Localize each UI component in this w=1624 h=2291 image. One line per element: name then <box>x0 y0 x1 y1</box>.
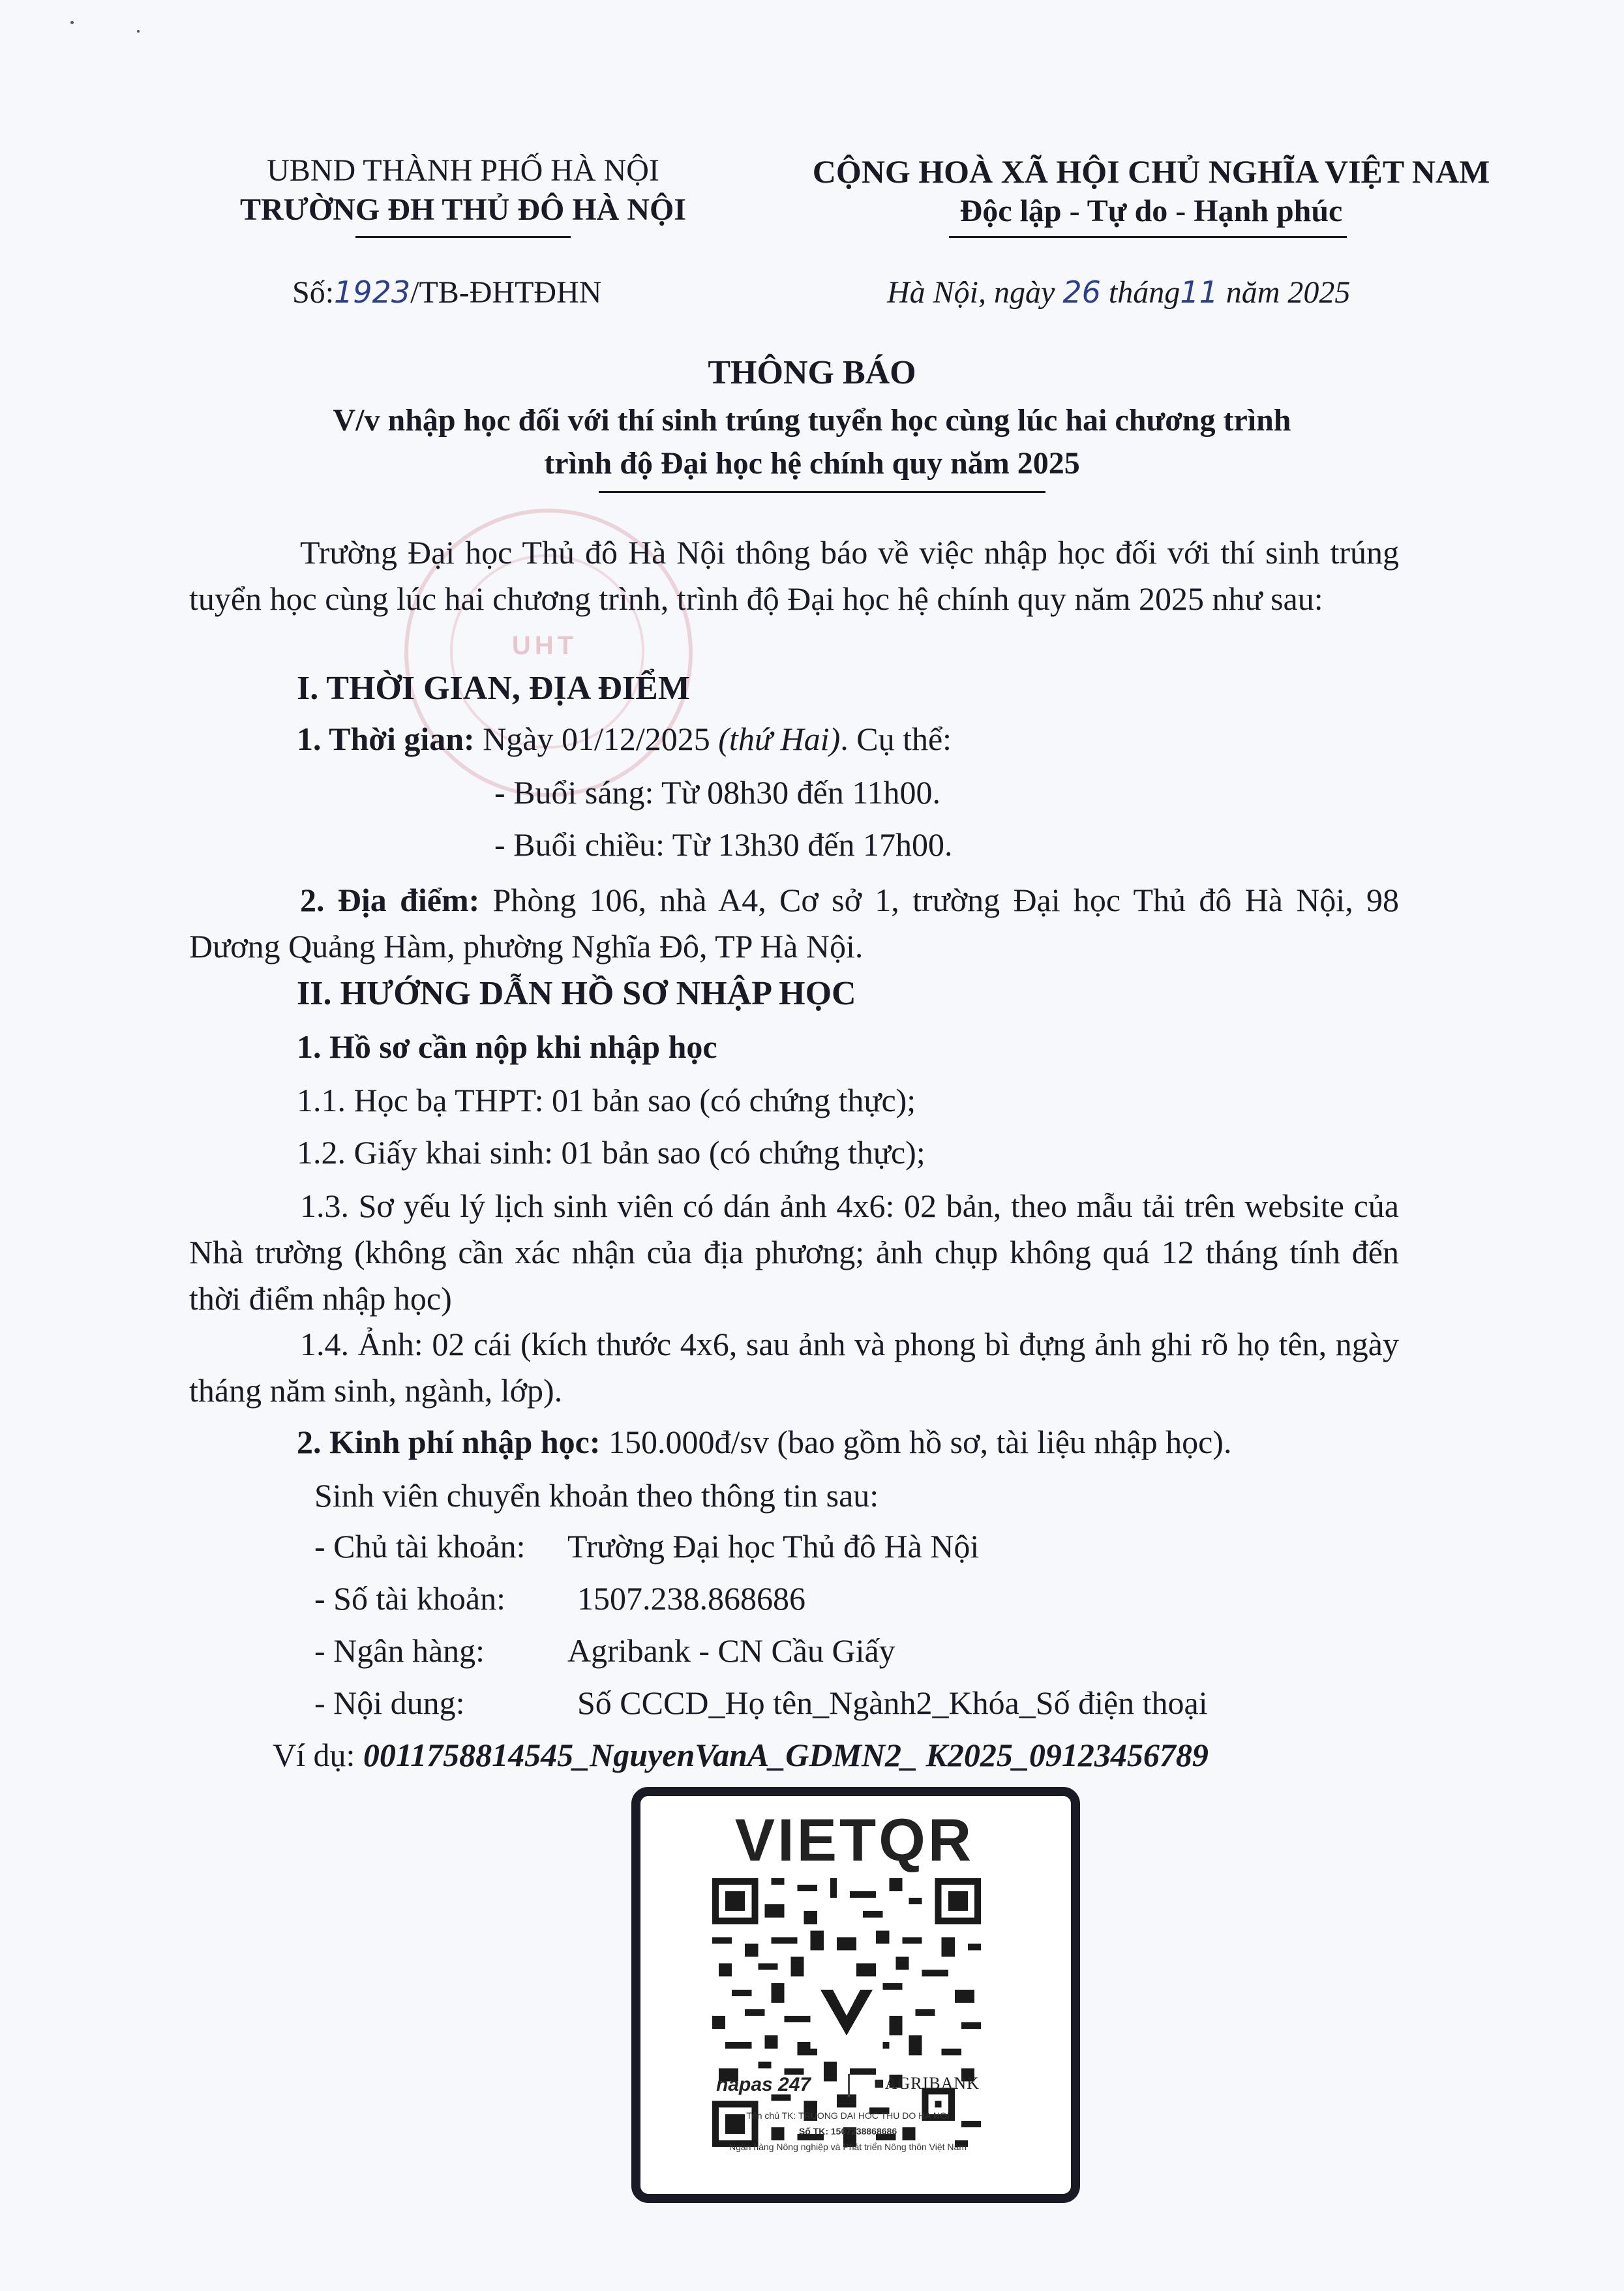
doc-item-2: 1.2. Giấy khai sinh: 01 bản sao (có chứng thực); <box>297 1134 925 1171</box>
doc-number: Số:1923/TB-ĐHTĐHN <box>292 275 602 310</box>
account-owner: Trường Đại học Thủ đô Hà Nội <box>567 1528 980 1565</box>
motto: Độc lập - Tự do - Hạnh phúc <box>959 194 1343 228</box>
scan-speck <box>70 21 74 24</box>
notice-title: THÔNG BÁO <box>708 354 916 391</box>
bank-name: Agribank - CN Cầu Giấy <box>567 1632 895 1669</box>
doc-number-handwritten: 1923 <box>334 275 411 310</box>
docs-heading: 1. Hồ sơ cần nộp khi nhập học <box>297 1028 717 1065</box>
fee-line: 2. Kinh phí nhập học: 150.000đ/sv (bao gồm hồ sơ, tài liệu nhập học). <box>297 1424 1232 1460</box>
transfer-intro: Sinh viên chuyển khoản theo thông tin sau: <box>314 1477 879 1514</box>
content-label: - Nội dung: <box>314 1685 465 1721</box>
scan-speck <box>137 30 140 33</box>
logo-divider <box>848 2074 850 2097</box>
issue-date: Hà Nội, ngày 26 tháng11 năm 2025 <box>887 275 1351 310</box>
bank-label: - Ngân hàng: <box>314 1632 485 1669</box>
nation-title: CỘNG HOÀ XÃ HỘI CHỦ NGHĨA VIỆT NAM <box>812 153 1490 190</box>
title-underline <box>599 491 1045 493</box>
header-right <box>770 151 1533 231</box>
seal-stamp-text: UHT <box>511 631 578 660</box>
example-line: Ví dụ: 0011758814545_NguyenVanA_GDMN2_ K2025_09123456789 <box>273 1737 1209 1773</box>
morning-time: - Buổi sáng: Từ 08h30 đến 11h00. <box>494 774 941 811</box>
agribank-logo: ■AGRIBANK <box>874 2074 980 2093</box>
header-left <box>189 151 737 230</box>
qr-account-line: Số TK: 1507238868686 <box>798 2126 897 2136</box>
doc-item-1: 1.1. Học bạ THPT: 01 bản sao (có chứng thực); <box>297 1082 916 1118</box>
agribank-icon: ■ <box>874 2074 885 2093</box>
qr-owner-line: Tên chủ TK: TRUONG DAI HOC THU DO HA NOI <box>746 2110 950 2121</box>
account-owner-label: - Chủ tài khoản: <box>314 1528 526 1565</box>
vietqr-logo: VIETQR <box>734 1807 974 1874</box>
account-number-label: - Số tài khoản: <box>314 1580 506 1617</box>
account-number: 1507.238.868686 <box>577 1580 805 1617</box>
transfer-content: Số CCCD_Họ tên_Ngành2_Khóa_Số điện thoại <box>577 1685 1208 1721</box>
motto-underline <box>949 236 1347 238</box>
place-paragraph: 2. Địa điểm: Phòng 106, nhà A4, Cơ sở 1, trường Đại học Thủ đô Hà Nội, 98 Dương Quảng Hàm, phường Nghĩa Đô, TP Hà Nội. <box>189 882 1399 965</box>
org-underline <box>355 236 571 238</box>
example-value: 0011758814545_NguyenVanA_GDMN2_ K2025_09123456789 <box>363 1737 1209 1773</box>
time-line: 1. Thời gian: Ngày 01/12/2025 (thứ Hai). Cụ thể: <box>297 721 952 757</box>
org-parent: UBND THÀNH PHỐ HÀ NỘI <box>267 153 659 188</box>
afternoon-time: - Buổi chiều: Từ 13h30 đến 17h00. <box>494 826 953 863</box>
napas-logo: napas 247 <box>716 2074 811 2095</box>
org-name: TRƯỜNG ĐH THỦ ĐÔ HÀ NỘI <box>239 192 687 227</box>
qr-code <box>712 1878 981 2147</box>
date-month-handwritten: 11 <box>1180 275 1218 310</box>
notice-subject: V/v nhập học đối với thí sinh trúng tuyển học cùng lúc hai chương trình trình độ Đại học hệ chính quy năm 2025 <box>333 403 1291 481</box>
doc-item-3: 1.3. Sơ yếu lý lịch sinh viên có dán ảnh 4x6: 02 bản, theo mẫu tải trên website của Nhà trường (không cần xác nhận của địa phương; ảnh chụp không quá 12 tháng tính đến thời điểm nhập học) <box>189 1188 1399 1317</box>
doc-item-4: 1.4. Ảnh: 02 cái (kích thước 4x6, sau ảnh và phong bì đựng ảnh ghi rõ họ tên, ngày tháng năm sinh, ngành, lớp). <box>189 1326 1399 1409</box>
qr-bank-line: Ngân hàng Nông nghiệp và Phát triển Nông thôn Việt Nam <box>729 2142 967 2152</box>
section1-heading: I. THỜI GIAN, ĐỊA ĐIỂM <box>297 670 690 707</box>
section2-heading: II. HƯỚNG DẪN HỒ SƠ NHẬP HỌC <box>297 975 856 1012</box>
date-day-handwritten: 26 <box>1062 275 1101 310</box>
intro-paragraph: Trường Đại học Thủ đô Hà Nội thông báo về việc nhập học đối với thí sinh trúng tuyển học cùng lúc hai chương trình, trình độ Đại học hệ chính quy năm 2025 như sau: <box>189 534 1399 617</box>
